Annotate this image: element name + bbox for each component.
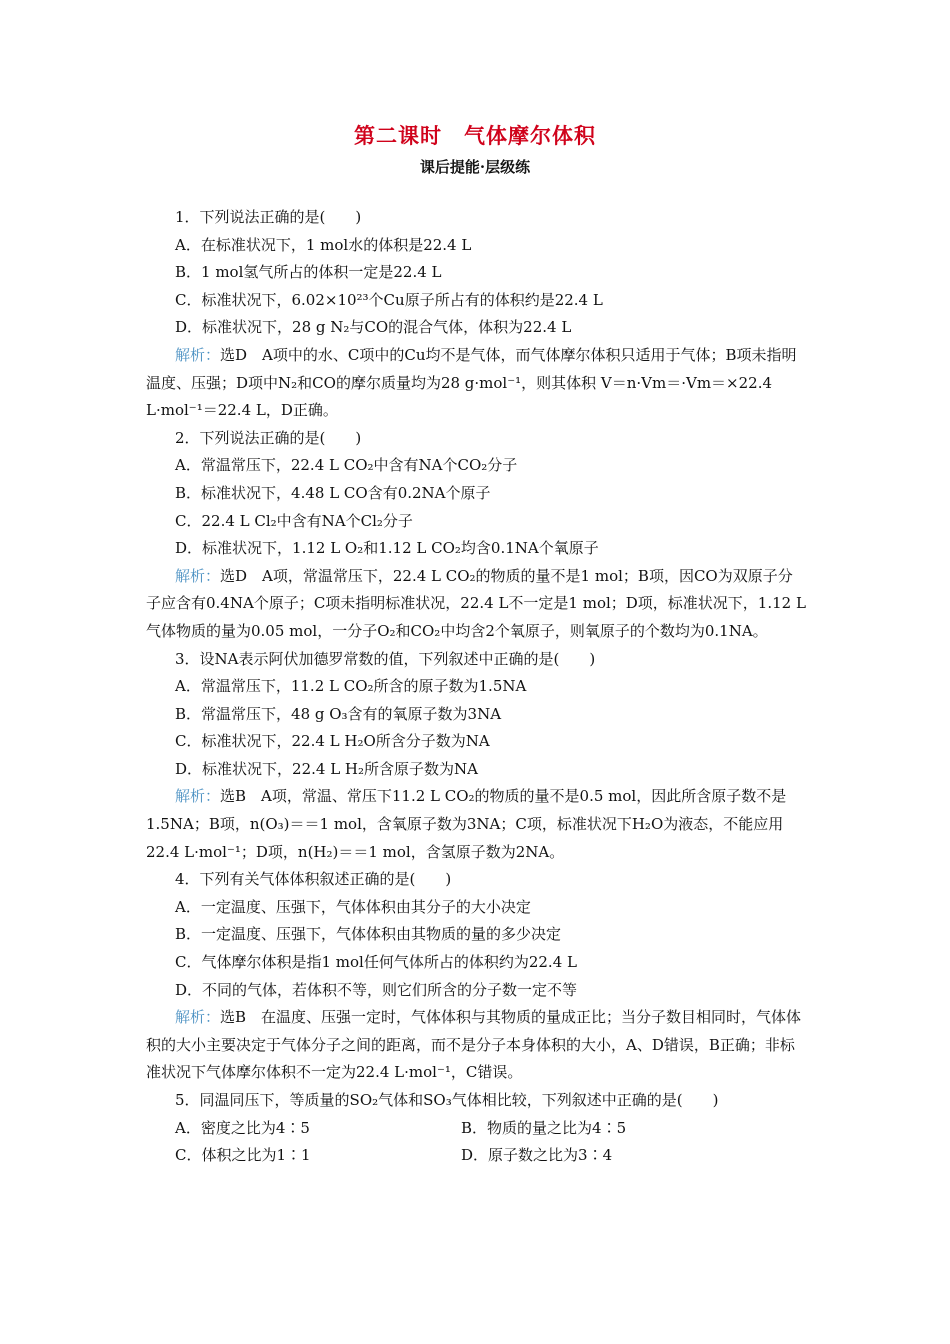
analysis-body: 选D A项，常温常压下，22.4 L CO₂的物质的量不是1 mol；B项，因CO为双原子分子应含有0.4NA个原子；C项未指明标准状况，22.4 L不一定是1 mol；D项，标准状况下，1.12 L气体物质的量为0.05 mol，一分子O₂和CO₂中均含2个氧原子，则氧原子的个数均为0.1NA。 — [146, 566, 806, 640]
question-2 — [146, 425, 806, 646]
question-3 — [146, 646, 806, 867]
analysis-label: 解析： — [175, 1008, 221, 1027]
option-d: D．不同的气体，若体积不等，则它们所含的分子数一定不等 — [175, 980, 578, 999]
analysis — [146, 783, 806, 866]
analysis-body: 选B A项，常温、常压下11.2 L CO₂的物质的量不是0.5 mol，因此所含原子数不是1.5NA；B项，n(O₃)＝＝1 mol，含氧原子数为3NA；C项，标准状况下H₂O为液态，不能应用22.4 L·mol⁻¹；D项，n(H₂)＝＝1 mol，含氢原子数为2NA。 — [146, 787, 787, 861]
option-c: C．气体摩尔体积是指1 mol任何气体所占的体积约为22.4 L — [175, 953, 577, 972]
option-b: B．物质的量之比为4∶5 — [461, 1118, 627, 1137]
analysis — [146, 1004, 806, 1087]
analysis — [146, 342, 806, 425]
option-c: C．标准状况下，6.02×10²³个Cu原子所占有的体积约是22.4 L — [175, 290, 603, 309]
question-stem: 4．下列有关气体体积叙述正确的是( ) — [175, 870, 452, 889]
question-stem: 2．下列说法正确的是( ) — [175, 428, 362, 447]
question-5 — [146, 1087, 806, 1170]
option-c: C．22.4 L Cl₂中含有NA个Cl₂分子 — [175, 511, 413, 530]
option-b: B．一定温度、压强下，气体体积由其物质的量的多少决定 — [175, 925, 562, 944]
option-b: B．1 mol氢气所占的体积一定是22.4 L — [175, 263, 442, 282]
option-d: D．标准状况下，22.4 L H₂所含原子数为NA — [175, 759, 478, 778]
option-row — [146, 1142, 806, 1170]
option-b: B．标准状况下，4.48 L CO含有0.2NA个原子 — [175, 483, 491, 502]
analysis-body: 选D A项中的水、C项中的Cu均不是气体，而气体摩尔体积只适用于气体；B项未指明温度、压强；D项中N₂和CO的摩尔质量均为28 g·mol⁻¹，则其体积 V＝n·Vm＝·Vm＝×22.4 L·mol⁻¹＝22.4 L，D正确。 — [146, 345, 797, 420]
question-stem: 3．设NA表示阿伏加德罗常数的值，下列叙述中正确的是( ) — [175, 649, 596, 668]
question-stem: 1．下列说法正确的是( ) — [175, 208, 362, 226]
question-1 — [146, 204, 806, 425]
analysis-body: 选B 在温度、压强一定时，气体体积与其物质的量成正比；当分子数目相同时，气体体积的大小主要决定于气体分子之间的距离，而不是分子本身体积的大小，A、D错误，B正确；非标准状况下气体摩尔体积不一定为22.4 L·mol⁻¹，C错误。 — [146, 1008, 802, 1082]
page-subtitle: 课后提能·层级练 — [419, 158, 531, 176]
option-d: D．标准状况下，1.12 L O₂和1.12 L CO₂均含0.1NA个氧原子 — [175, 539, 599, 558]
option-a: A．常温常压下，22.4 L CO₂中含有NA个CO₂分子 — [175, 456, 518, 475]
option-a: A．常温常压下，11.2 L CO₂所含的原子数为1.5NA — [175, 677, 527, 696]
option-a: A．一定温度、压强下，气体体积由其分子的大小决定 — [175, 897, 531, 916]
option-b: B．常温常压下，48 g O₃含有的氧原子数为3NA — [175, 704, 502, 723]
question-stem: 5．同温同压下，等质量的SO₂气体和SO₃气体相比较，下列叙述中正确的是( ) — [175, 1091, 719, 1109]
analysis-label: 解析： — [175, 345, 221, 364]
option-row — [146, 1115, 806, 1143]
question-4 — [146, 866, 806, 1087]
option-a: A．密度之比为4∶5 — [175, 1118, 310, 1137]
analysis-label: 解析： — [175, 566, 221, 585]
option-c: C．体积之比为1∶1 — [175, 1146, 311, 1165]
option-a: A．在标准状况下，1 mol水的体积是22.4 L — [175, 235, 472, 254]
analysis-label: 解析： — [175, 787, 221, 806]
question-list — [146, 204, 806, 1170]
option-c: C．标准状况下，22.4 L H₂O所含分子数为NA — [175, 732, 490, 751]
option-d: D．标准状况下，28 g N₂与CO的混合气体，体积为22.4 L — [175, 318, 572, 337]
analysis — [146, 563, 806, 646]
option-d: D．原子数之比为3∶4 — [461, 1146, 613, 1165]
page-title: 第二课时 气体摩尔体积 — [354, 123, 596, 148]
